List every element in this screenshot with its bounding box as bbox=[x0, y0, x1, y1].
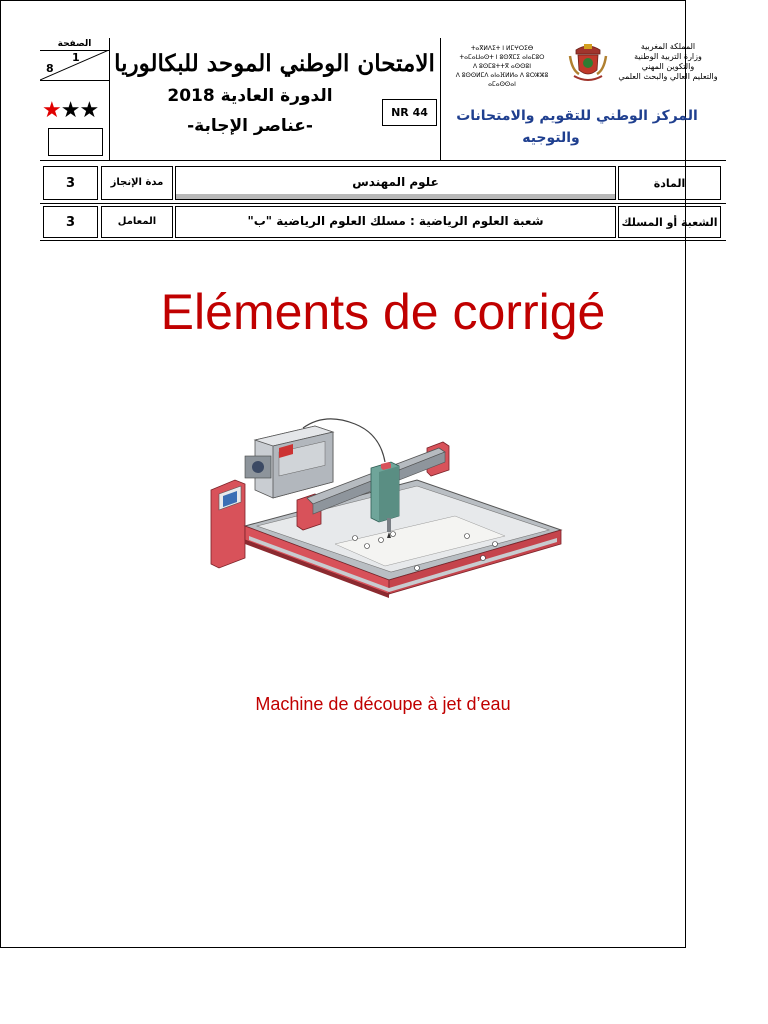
figure-caption: Machine de découpe à jet d’eau bbox=[255, 694, 511, 714]
tifinagh-line: ⴷ ⵓⵙⵎⵓⵜⵜⴳ ⴰⵙⵙⵓⵏ bbox=[473, 63, 531, 70]
center-name-2: والتوجيه bbox=[522, 130, 580, 146]
page-number-box bbox=[40, 38, 109, 80]
answer-elements-label: -عناصر الإجابة- bbox=[187, 116, 313, 136]
stream-label: الشعبة أو المسلك bbox=[621, 216, 718, 229]
code-box bbox=[382, 99, 437, 126]
pump-unit bbox=[245, 426, 333, 498]
page-total: 8 bbox=[46, 62, 54, 75]
exam-title: الامتحان الوطني الموحد للبكالوريا bbox=[114, 50, 435, 77]
star-icon: ★ bbox=[42, 98, 61, 123]
star-icon: ★ bbox=[60, 98, 80, 123]
tifinagh-line: ⵜⴰⵎⴰⵡⴰⵙⵜ ⵏ ⵓⵙⴳⵎⵉ ⴰⵏⴰⵎⵓⵔ bbox=[459, 54, 545, 61]
ministry-line: والتعليم العالي والبحث العلمي bbox=[618, 72, 718, 81]
page-label: الصفحة bbox=[57, 39, 92, 49]
session-label: الدورة العادية 2018 bbox=[167, 86, 333, 106]
coefficient-value: 3 bbox=[65, 215, 76, 230]
tifinagh-line: ⴷ ⵓⵙⵙⵍⵎⴷ ⴰⵏⴰⴼⵍⵍⴰ ⴷ ⵓⵔⵣⵣⵓ ⴰⵎⴰⵙⵙⴰⵏ bbox=[455, 72, 549, 88]
ministry-line: وزارة التربية الوطنية bbox=[634, 52, 702, 61]
stream-name: شعبة العلوم الرياضية : مسلك العلوم الرياضية "ب" bbox=[247, 214, 544, 228]
waterjet-machine-illustration bbox=[205, 418, 567, 598]
tifinagh-line: ⵜⴰⴳⵍⴷⵉⵜ ⵏ ⵍⵎⵖⵔⵉⴱ bbox=[470, 45, 534, 52]
duration-value-box bbox=[43, 166, 98, 200]
difficulty-stars bbox=[42, 100, 98, 122]
header-divider-left bbox=[109, 38, 110, 160]
tifinagh-block bbox=[444, 44, 560, 89]
coefficient-label-box bbox=[101, 206, 173, 238]
ministry-line: المملكة المغربية bbox=[640, 42, 696, 51]
subject-box bbox=[175, 166, 616, 200]
control-pedestal bbox=[211, 480, 245, 568]
exam-code: NR 44 bbox=[391, 106, 428, 119]
page-title: Eléments de corrigé bbox=[160, 284, 606, 340]
stream-box bbox=[175, 206, 616, 238]
duration-value: 3 bbox=[65, 176, 76, 191]
header-bottom-line bbox=[40, 160, 726, 161]
ministry-line: والتكوين المهني bbox=[641, 62, 695, 71]
cutting-table bbox=[245, 480, 561, 598]
ministry-block bbox=[612, 42, 724, 82]
center-name-1: المركز الوطني للتقويم والامتحانات bbox=[456, 108, 698, 124]
field-label-box bbox=[618, 166, 721, 200]
coat-of-arms-icon bbox=[566, 40, 610, 86]
stars-box bbox=[48, 128, 103, 156]
coefficient-value-box bbox=[43, 206, 98, 238]
header-divider-right bbox=[440, 38, 441, 160]
star-icon: ★ bbox=[79, 98, 99, 123]
coefficient-label: المعامل bbox=[117, 216, 157, 227]
subject-shade bbox=[176, 194, 615, 199]
subject-name: علوم المهندس bbox=[352, 175, 439, 189]
duration-label-box bbox=[101, 166, 173, 200]
duration-label: مدة الإنجاز bbox=[110, 177, 164, 188]
field-label: المادة bbox=[653, 177, 686, 190]
page-number: 1 bbox=[72, 51, 80, 64]
stream-label-box bbox=[618, 206, 721, 238]
